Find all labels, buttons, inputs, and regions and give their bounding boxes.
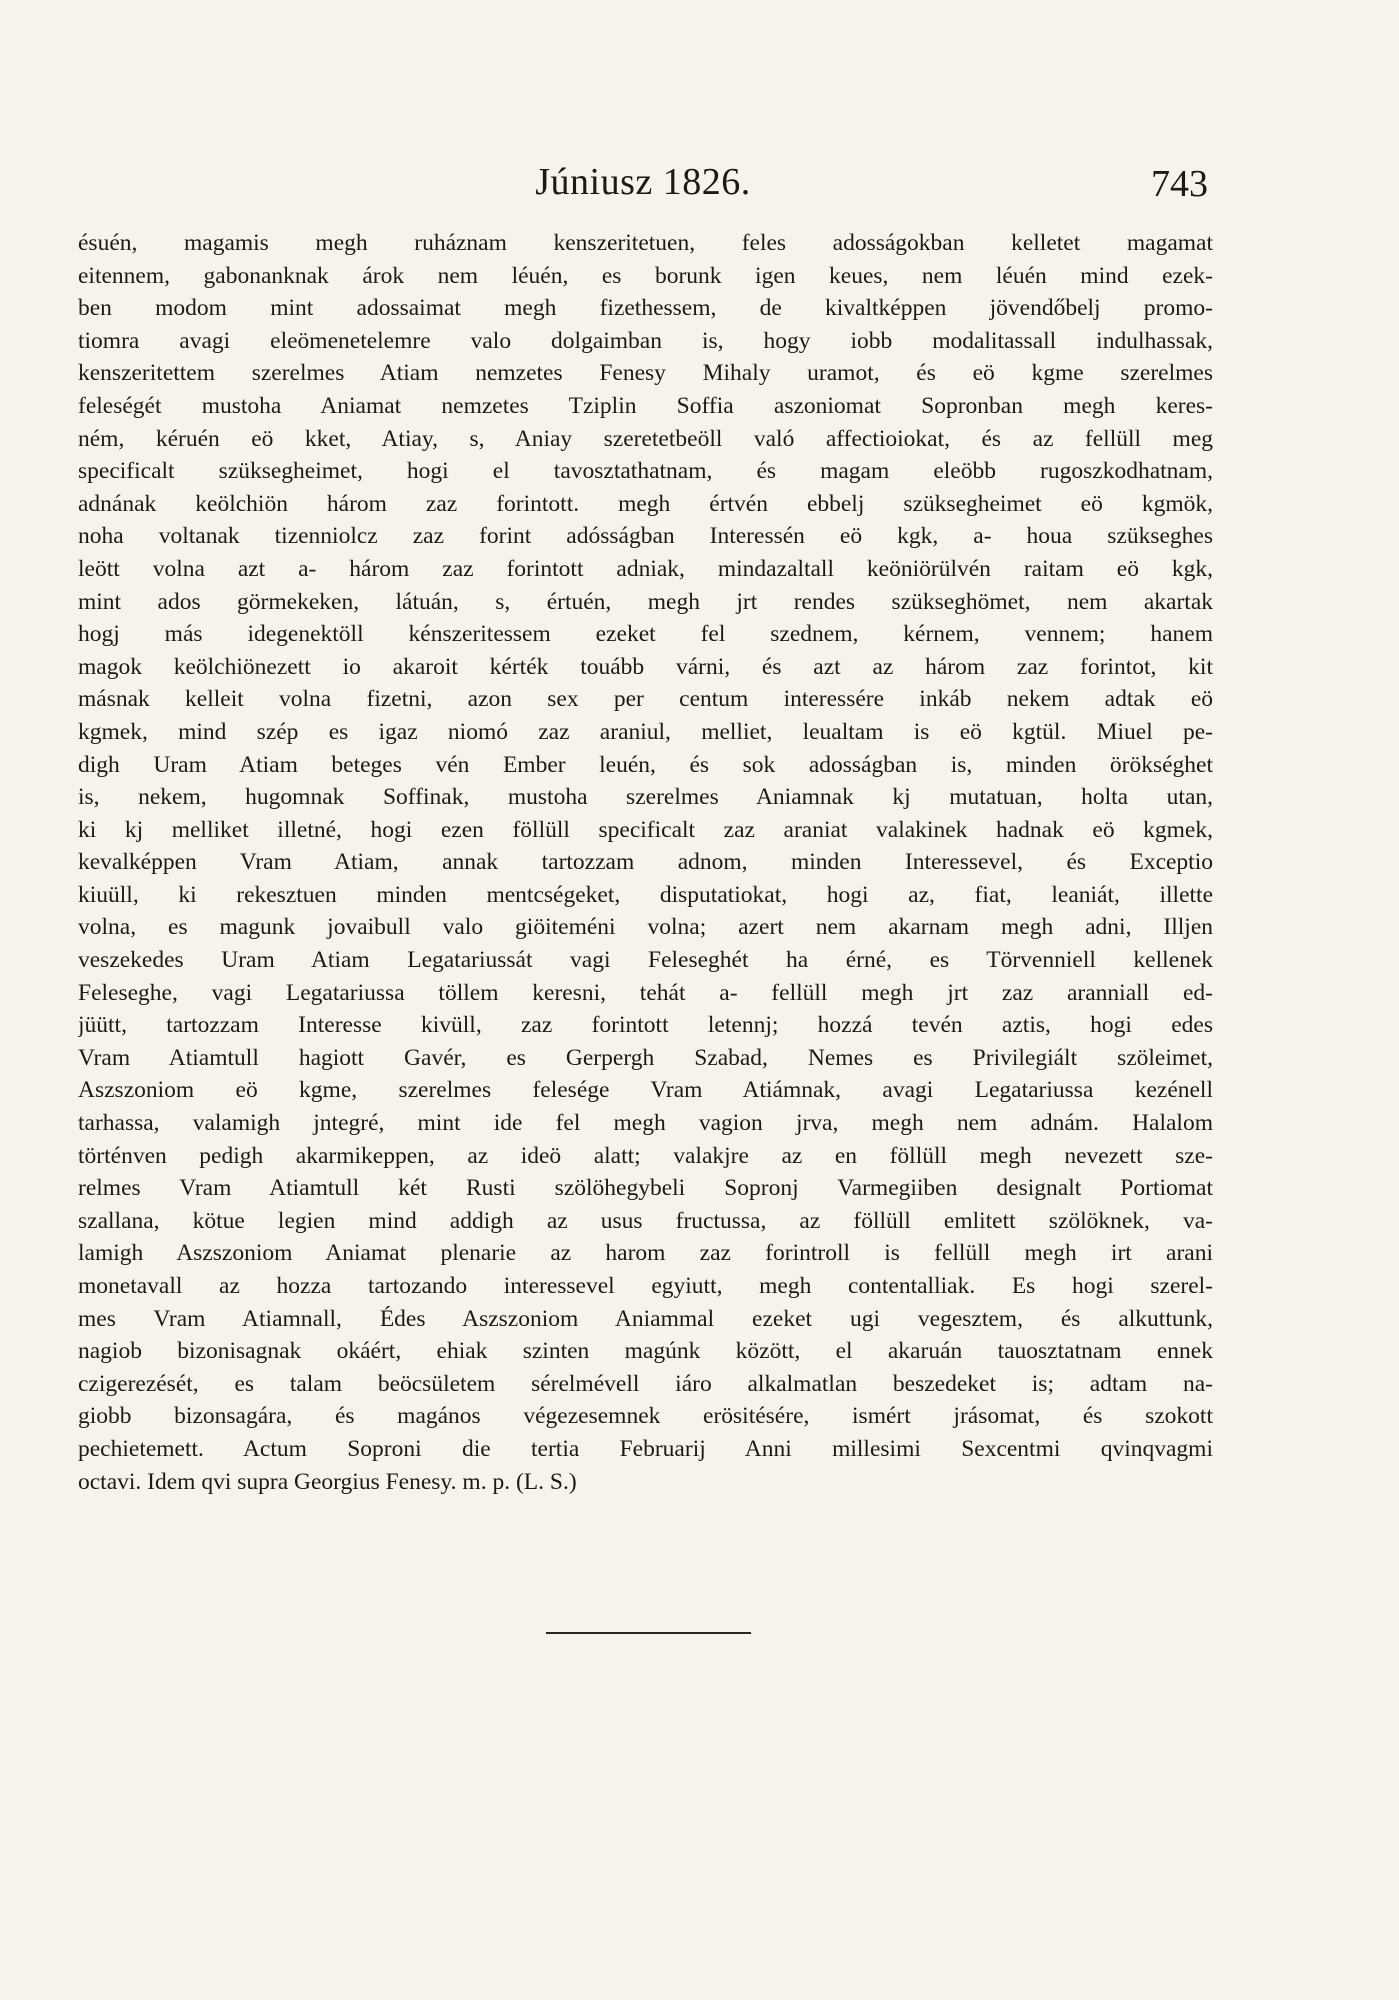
text-line: czigerezését, es talam beöcsületem sérelmévell iáro alkalmatlan beszedeket is; adtam na- xyxy=(78,1370,1213,1397)
text-line: mint ados görmekeken, látuán, s, értuén, megh jrt rendes szükseghömet, nem akartak xyxy=(78,588,1213,615)
text-line: feleségét mustoha Aniamat nemzetes Tziplin Soffia aszoniomat Sopronban megh keres- xyxy=(78,392,1213,419)
text-line: szallana, kötue legien mind addigh az usus fructussa, az föllüll emlitett szölöknek, va- xyxy=(78,1207,1213,1234)
text-line: leött volna azt a- három zaz forintott adniak, mindazaltall keöniörülvén raitam eö kgk, xyxy=(78,555,1213,582)
text-line: mes Vram Atiamnall, Édes Aszszoniom Aniammal ezeket ugi vegesztem, és alkuttunk, xyxy=(78,1305,1213,1332)
text-line: ném, kéruén eö kket, Atiay, s, Aniay szeretetbeöll való affectioiokat, és az fellüll meg xyxy=(78,425,1213,452)
text-line: ben modom mint adossaimat megh fizethessem, de kivaltképpen jövendőbelj promo- xyxy=(78,295,1213,322)
text-line: ésuén, magamis megh ruháznam kenszeritetuen, feles adosságokban kelletet magamat xyxy=(78,230,1213,256)
text-line: pechietemett. Actum Soproni die tertia Februarij Anni millesimi Sexcentmi qvinqvagmi xyxy=(78,1435,1213,1462)
text-line: digh Uram Atiam beteges vén Ember leuén, és sok adosságban is, minden örökséghet xyxy=(78,751,1213,778)
text-line: volna, es magunk jovaibull valo giöiteméni volna; azert nem akarnam megh adni, Illjen xyxy=(78,914,1213,941)
text-line: hogj más idegenektöll kénszeritessem ezeket fel szednem, kérnem, vennem; hanem xyxy=(78,621,1213,648)
text-line: kgmek, mind szép es igaz niomó zaz araniul, melliet, leualtam is eö kgtül. Miuel pe- xyxy=(78,718,1213,745)
text-line: specificalt szüksegheimet, hogi el tavosztathatnam, és magam eleöbb rugoszkodhatnam, xyxy=(78,458,1213,485)
text-line: kevalképpen Vram Atiam, annak tartozzam adnom, minden Interessevel, és Exceptio xyxy=(78,849,1213,876)
text-line: relmes Vram Atiamtull két Rusti szölöhegybeli Sopronj Varmegiiben designalt Portiomat xyxy=(78,1175,1213,1202)
text-line: noha voltanak tizenniolcz zaz forint adósságban Interessén eö kgk, a- houa szükseghes xyxy=(78,523,1213,550)
text-line: jüütt, tartozzam Interesse kivüll, zaz forintott letennj; hozzá tevén aztis, hogi edes xyxy=(78,1012,1213,1039)
running-title: Júniusz 1826. xyxy=(535,161,751,203)
text-line: monetavall az hozza tartozando interessevel egyiutt, megh contentalliak. Es hogi szerel- xyxy=(78,1273,1213,1299)
text-line: történven pedigh akarmikeppen, az ideö alatt; valakjre az en föllüll megh nevezett sze- xyxy=(78,1142,1213,1169)
text-line: nagiob bizonisagnak okáért, ehiak szinten magúnk között, el akaruán tauosztatnam ennek xyxy=(78,1338,1213,1365)
closing-rule xyxy=(546,1632,751,1634)
text-line: giobb bizonsagára, és magános végezesemnek erösitésére, ismért jrásomat, és szokott xyxy=(78,1403,1213,1430)
text-line: octavi. Idem qvi supra Georgius Fenesy. m. p. (L. S.) xyxy=(78,1468,577,1495)
page-header xyxy=(78,160,1208,208)
text-line: ki kj melliket illetné, hogi ezen föllüll specificalt zaz araniat valakinek hadnak eö kgmek, xyxy=(78,816,1213,843)
text-line: másnak kelleit volna fizetni, azon sex per centum interessére inkáb nekem adtak eö xyxy=(78,686,1213,713)
text-line: is, nekem, hugomnak Soffinak, mustoha szerelmes Aniamnak kj mutatuan, holta utan, xyxy=(78,784,1213,811)
text-line: lamigh Aszszoniom Aniamat plenarie az harom zaz forintroll is fellüll megh irt arani xyxy=(78,1240,1213,1267)
text-line: Vram Atiamtull hagiott Gavér, es Gerpergh Szabad, Nemes es Privilegiált szöleimet, xyxy=(78,1044,1213,1071)
text-line: tiomra avagi eleömenetelemre valo dolgaimban is, hogy iobb modalitassall indulhassak, xyxy=(78,327,1213,354)
text-line: Aszszoniom eö kgme, szerelmes felesége Vram Atiámnak, avagi Legatariussa kezénell xyxy=(78,1077,1213,1104)
text-line: eitennem, gabonanknak árok nem léuén, es borunk igen keues, nem léuén mind ezek- xyxy=(78,262,1213,289)
text-line: tarhassa, valamigh jntegré, mint ide fel megh vagion jrva, megh nem adnám. Halalom xyxy=(78,1110,1213,1137)
text-line: Feleseghe, vagi Legatariussa töllem keresni, tehát a- fellüll megh jrt zaz aranniall ed- xyxy=(78,979,1213,1006)
text-line: veszekedes Uram Atiam Legatariussát vagi Feleseghét ha érné, es Törvenniell kellenek xyxy=(78,947,1213,974)
body-text xyxy=(78,227,1213,1498)
text-line: kiuüll, ki rekesztuen minden mentcségeket, disputatiokat, hogi az, fiat, leaniát, illette xyxy=(78,881,1213,908)
text-line: magok keölchiönezett io akaroit kérték touább várni, és azt az három zaz forintot, kit xyxy=(78,653,1213,680)
text-line: kenszeritettem szerelmes Atiam nemzetes Fenesy Mihaly uramot, és eö kgme szerelmes xyxy=(78,360,1213,387)
text-line: adnának keölchiön három zaz forintott. megh értvén ebbelj szüksegheimet eö kgmök, xyxy=(78,490,1213,517)
page-number: 743 xyxy=(1151,163,1208,205)
